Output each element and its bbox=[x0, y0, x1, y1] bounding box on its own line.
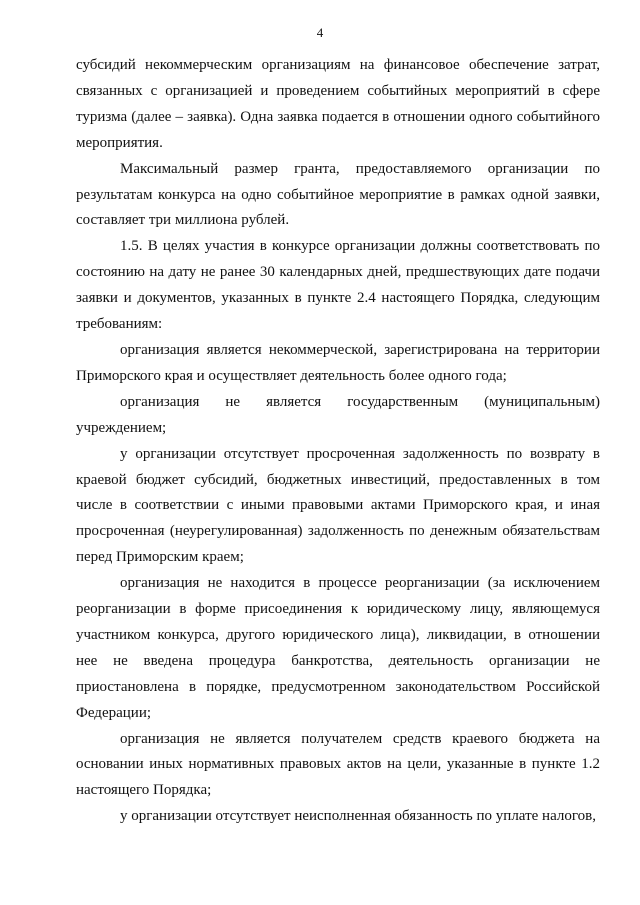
requirement-no-overdue-debt: у организации отсутствует просроченная задолженность по возврату в краевой бюджет субсидий, бюджетных инвестиций, предоставленных в том числе в соответствии с иными правовыми актами Приморского края, и иная просроченная (неурегулированная) задолженность по денежным обязательствам перед Приморским краем; bbox=[76, 445, 600, 566]
requirement-not-budget-recipient: организация не является получателем средств краевого бюджета на основании иных нормативных правовых актов на цели, указанные в пункте 1.2 настоящего Порядка; bbox=[76, 730, 600, 799]
requirement-no-reorganization: организация не находится в процессе реорганизации (за исключением реорганизации в форме присоединения к юридическому лицу, являющемуся участником конкурса, другого юридического лица), ликвидации, в отношении нее не введена процедура банкротства, деятельность организации не приостановлена в порядке, предусмотренном законодательством Российской Федерации; bbox=[76, 575, 600, 721]
paragraph-max-grant: Максимальный размер гранта, предоставляемого организации по результатам конкурса на одно событийное мероприятие в рамках одной заявки, составляет три миллиона рублей. bbox=[76, 160, 600, 229]
requirement-noncommercial: организация является некоммерческой, зарегистрирована на территории Приморского края и осуществляет деятельность более одного года; bbox=[76, 341, 600, 384]
paragraph-subsidy-application: субсидий некоммерческим организациям на финансовое обеспечение затрат, связанных с организацией и проведением событийных мероприятий в сфере туризма (далее – заявка). Одна заявка подается в отношении одного событийного мероприятия. bbox=[76, 57, 600, 151]
document-body bbox=[76, 53, 600, 830]
paragraph-section-1-5: 1.5. В целях участия в конкурсе организации должны соответствовать по состоянию на дату не ранее 30 календарных дней, предшествующих дате подачи заявки и документов, указанных в пункте 2.4 настоящего Порядка, следующим требованиям: bbox=[76, 238, 600, 333]
page-number: 4 bbox=[316, 25, 324, 40]
requirement-no-tax-arrears: у организации отсутствует неисполненная обязанность по уплате налогов, bbox=[120, 808, 596, 825]
requirement-not-state-institution: организация не является государственным (муниципальным) учреждением; bbox=[76, 393, 600, 436]
